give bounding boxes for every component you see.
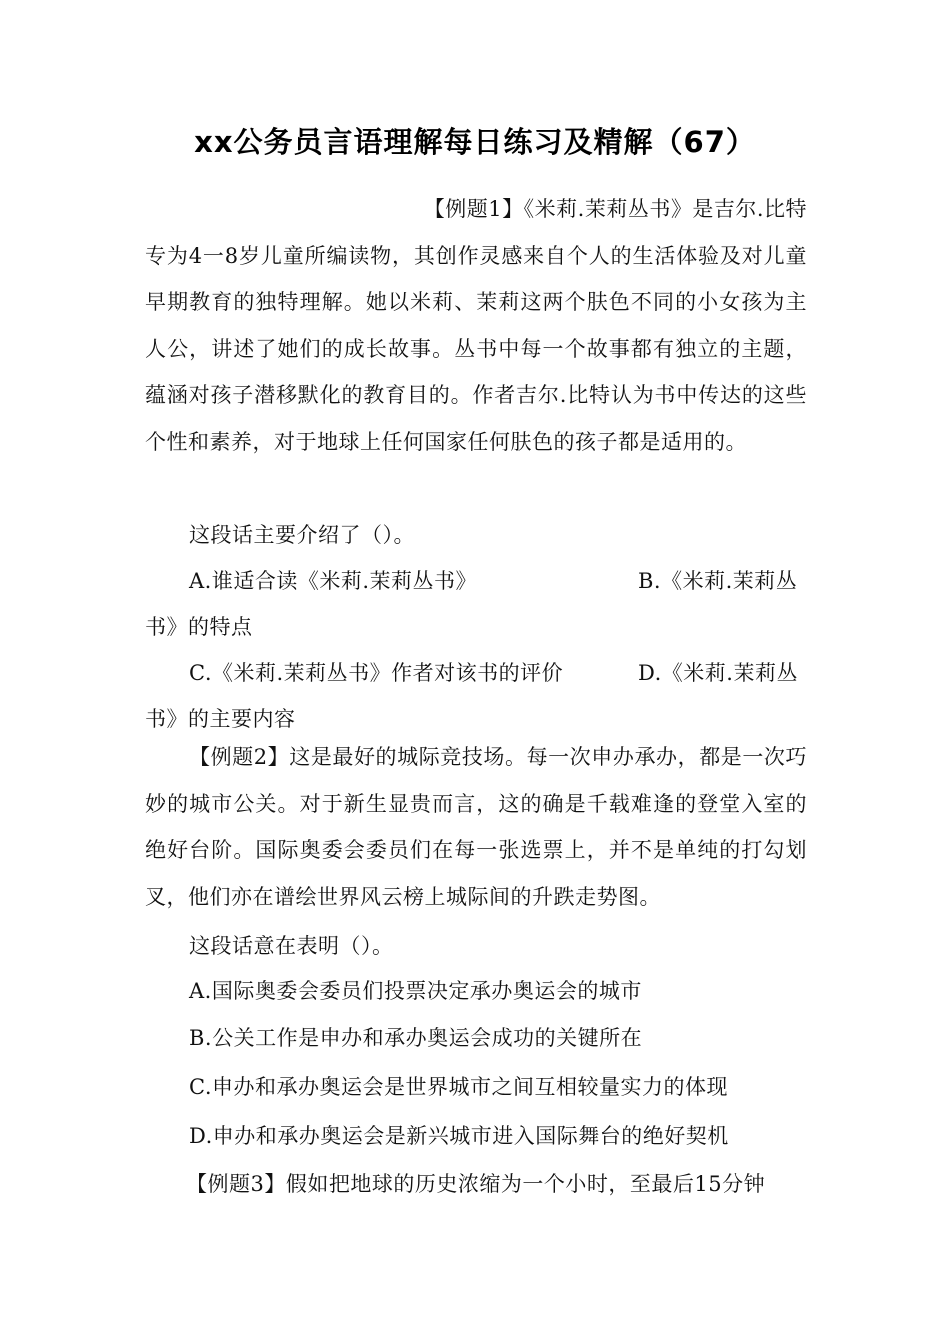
example-1-question: 这段话主要介绍了（）。 [189, 523, 415, 547]
example-2-question: 这段话意在表明（）。 [189, 934, 394, 958]
example-1-option-d: D.《米莉.茉莉丛 [638, 661, 798, 685]
example-1-body: 专为4一8岁儿童所编读物，其创作灵感来自个人的生活体验及对儿童早期教育的独特理解。她以米莉、茉莉这两个肤色不同的小女孩为主人公，讲述了她们的成长故事。丛书中每一个故事都有独立的主题，蕴涵对孩子潜移默化的教育目的。作者吉尔.比特认为书中传达的这些个性和素养，对于地球上任何国家任何肤色的孩子都是适用的。 [145, 243, 807, 454]
example-1-option-c: C.《米莉.茉莉丛书》作者对该书的评价 [189, 661, 564, 685]
example-2-paragraph: 【例题2】这是最好的城际竞技场。每一次申办承办，都是一次巧妙的城市公关。对于新生显贵而言，这的确是千载难逢的登堂入室的绝好台阶。国际奥委会委员们在每一张选票上，并不是单纯的打勾划叉，他们亦在谱绘世界风云榜上城际间的升跌走势图。 [145, 745, 807, 909]
example-1-option-b-continued: 书》的特点 [145, 615, 253, 639]
example-2-option-d: D.申办和承办奥运会是新兴城市进入国际舞台的绝好契机 [189, 1124, 729, 1148]
example-3-first-line: 【例题3】假如把地球的历史浓缩为一个小时，至最后15分钟 [186, 1172, 766, 1196]
example-1-paragraph [145, 186, 807, 465]
example-2-option-c: C.申办和承办奥运会是世界城市之间互相较量实力的体现 [189, 1075, 728, 1099]
example-2-option-b: B.公关工作是申办和承办奥运会成功的关键所在 [189, 1026, 643, 1050]
example-1-first-line: 【例题1】《米莉.茉莉丛书》是吉尔.比特 [423, 197, 807, 221]
example-1-option-b: B.《米莉.茉莉丛 [638, 569, 798, 593]
example-1-option-d-continued: 书》的主要内容 [145, 707, 296, 731]
example-2-option-a: A.国际奥委会委员们投票决定承办奥运会的城市 [189, 979, 642, 1003]
page-title: xx公务员言语理解每日练习及精解（67） [194, 125, 756, 159]
example-1-option-a: A.谁适合读《米莉.茉莉丛书》 [189, 569, 478, 593]
